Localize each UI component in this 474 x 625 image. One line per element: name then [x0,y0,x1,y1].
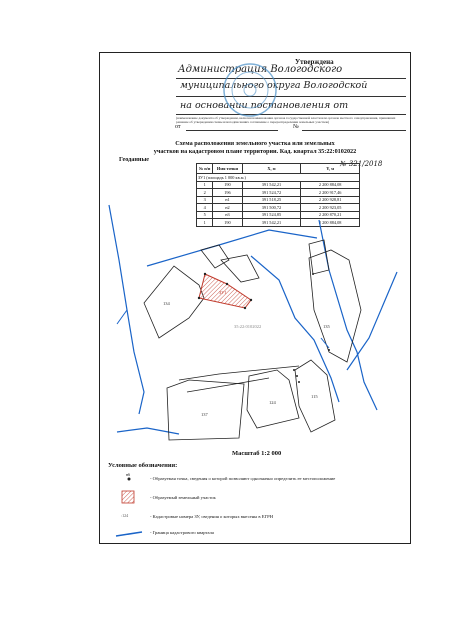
date-line [186,130,278,131]
cadastral-map [99,170,411,448]
underline-2 [176,96,406,97]
legend-hatch-icon [120,489,136,505]
title-line-1: Схема расположения земельного участка или земельных [175,140,335,147]
table-row: 3 н1 391 518,25 2 200 928,81 [197,196,360,204]
title-line-2: участков на кадастровом плане территории. Кад. квартал 35:22:0102022 [153,147,357,155]
parcel-134 [144,266,204,338]
road-line-2 [187,378,269,392]
scale-label: Масштаб 1:2 000 [232,450,282,457]
table-row: 5 н3 391 524,85 2 200 870,21 [197,211,360,219]
header-num: № п/п [197,164,213,174]
zu1-label: ЗУ1 [219,290,227,295]
legend-item-boundary: - Граница кадастрового квартала [150,530,214,535]
underline-1 [176,78,406,79]
table-span-row: ЗУ1 (площадь 1 000 кв.м.) [197,174,360,182]
geodan-label: Геоданные [119,156,150,163]
table-row: 1 190 391 542,21 2 200 884,08 [197,181,360,189]
handwritten-doc-number: № 321/2018 [340,160,383,168]
number-label: № [293,124,299,130]
approved-label: Утверждена [295,58,334,66]
table-row: 2 196 391 524,72 2 200 917,46 [197,189,360,197]
legend-title: Условные обозначения: [108,462,178,469]
approval-caption: (наименование документа об утверждении, включая наименования органов государственной власти или органов местного самоуправления, принявших решение об утверждении схемы или подписавших соглашение о перераспределении земельных участков) [176,116,396,124]
document-title [120,140,390,155]
quarter-boundary-top [147,230,317,266]
quarter-boundary-right-2 [347,272,397,370]
legend-sample-point: н6 [126,472,131,477]
handwriting-line-3: на основании постановления от [180,100,349,111]
parcel-label-115: 115 [311,394,318,399]
number-line [302,130,406,131]
quarter-boundary-bottom-left [117,428,179,434]
legend-boundary-icon [114,528,144,540]
legend-item-plot: - Образуемый земельный участок [150,495,216,500]
parcel-124 [247,370,299,428]
quarter-boundary-right [319,220,377,410]
parcel-label-134: 134 [163,301,170,306]
from-label: от [175,124,181,130]
header-x: X, м [242,164,301,174]
legend-point-icon [122,476,136,482]
table-row: 4 н2 391 500,72 2 200 923,05 [197,204,360,212]
parcel-label-137: 137 [201,412,208,417]
legend-sample-parcel: :124 [121,513,129,518]
header-y: Y, м [301,164,360,174]
underline-3 [176,114,406,115]
quarter-label: 35:22:0102022 [234,324,262,329]
header-point: Имя точки [213,164,242,174]
quarter-boundary-center [251,256,339,402]
parcel-center-top [221,255,259,282]
stamp-seal-icon [220,60,280,120]
handwriting-line-1: Администрация Вологодского [178,64,343,75]
parcel-label-124: 124 [269,400,276,405]
legend-item-point: - Образуемая точка, сведения о которой позволяют однозначно определить ее местоположение [150,476,336,481]
legend-item-cadastral: - Кадастровые номера ЗУ, сведения о которых внесены в ЕГРН [150,514,274,519]
quarter-boundary-left [109,205,144,414]
table-row: 1 190 391 542,21 2 200 884,08 [197,219,360,227]
parcel-label-135: 135 [323,324,330,329]
handwriting-line-2: муниципального округа Вологодской [180,80,368,91]
